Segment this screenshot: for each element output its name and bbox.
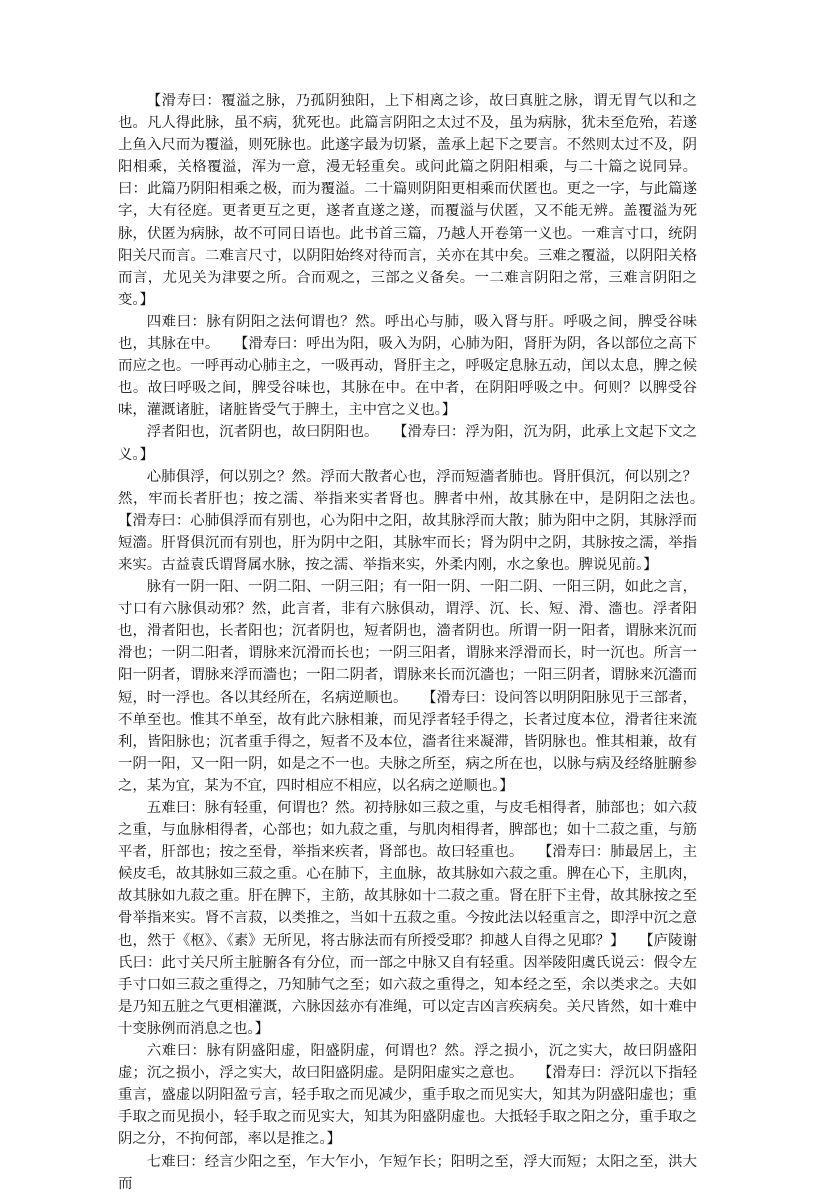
paragraph-nan-6: 六难曰：脉有阴盛阳虚，阳盛阴虚，何谓也？然。浮之损小，沉之实大，故曰阴盛阳虚；沉之损小，浮之实大，故曰阳盛阴虚。是阴阳虚实之意也。 【滑寿曰：浮沉以下指轻重言，盛虚以阴阳盈亏言，轻手取之而见减少，重手取之而见实大，知其为阴盛阳虚也；重手取之而见损小，轻手取之而见实大，知其为阳盛阴虚也。大抵轻手取之阳之分，重手取之阴之分，不拘何部，率以是推之。】 <box>118 1043 697 1148</box>
paragraph-fu-chen: 浮者阳也，沉者阴也，故曰阴阳也。 【滑寿曰：浮为阳，沉为阴，此承上文起下文之义。】 <box>118 424 697 463</box>
paragraph-nan-4: 四难曰：脉有阴阳之法何谓也？然。呼出心与肺，吸入肾与肝。呼吸之间，脾受谷味也，其脉在中。 【滑寿曰：呼出为阳，吸入为阴，心肺为阳，肾肝为阴，各以部位之高下而应之也。一呼再动心肺主之，一吸再动，肾肝主之，呼吸定息脉五动，闰以太息，脾之候也。故曰呼吸之间，脾受谷味也，其脉在中。在中者，在阴阳呼吸之中。何则？以脾受谷味，灌溉诸脏，诸脏皆受气于脾土，主中宫之义也。】 <box>118 313 697 419</box>
paragraph-yin-yang-six-pulses: 脉有一阴一阳、一阴二阳、一阴三阳；有一阳一阴、一阳二阴、一阳三阴，如此之言，寸口有六脉俱动邪？然，此言者，非有六脉俱动，谓浮、沉、长、短、滑、濇也。浮者阳也，滑者阳也，长者阳也；沉者阴也，短者阴也，濇者阴也。所谓一阴一阳者，谓脉来沉而滑也；一阴二阳者，谓脉来沉滑而长也；一阴三阳者，谓脉来浮滑而长，时一沉也。所言一阳一阴者，谓脉来浮而濇也；一阳二阴者，谓脉来长而沉濇也；一阳三阴者，谓脉来沉濇而短，时一浮也。各以其经所在，名病逆顺也。 【滑寿曰：设问答以明阴阳脉见于三部者，不单至也。惟其不单至，故有此六脉相兼，而见浮者轻手得之，长者过度本位，滑者往来流利，皆阳脉也；沉者重手得之，短者不及本位，濇者往来凝滞，皆阴脉也。惟其相兼，故有一阴一阳，又一阳一阴，如是之不一也。夫脉之所至，病之所在也，以脉与病及经络脏腑参之，某为宜，某为不宜，四时相应不相应，以名病之逆顺也。】 <box>118 579 697 794</box>
paragraph-xin-fei-ju-fu: 心肺俱浮，何以别之？然。浮而大散者心也，浮而短濇者肺也。肾肝俱沉，何以别之？然，牢而长者肝也；按之濡、举指来实者肾也。脾者中州，故其脉在中，是阴阳之法也。 【滑寿曰：心肺俱浮而有别也，心为阳中之阳，故其脉浮而大散；肺为阳中之阴，其脉浮而短濇。肝肾俱沉而有别也，肝为阴中之阳，其脉牢而长；肾为阴中之阴，其脉按之濡，举指来实。古益袁氏谓肾属水脉，按之濡、举指来实，外柔内刚，水之象也。脾说见前。】 <box>118 468 726 573</box>
paragraph-nan-7: 七难曰：经言少阳之至，乍大乍小，乍短乍长；阳明之至，浮大而短；太阳之至，洪大而 <box>118 1153 697 1192</box>
paragraph-fuyi-commentary: 【滑寿曰：覆溢之脉，乃孤阴独阳，上下相离之诊，故曰真脏之脉，谓无胃气以和之也。凡人得此脉，虽不病，犹死也。此篇言阴阳之太过不及，虽为病脉，犹未至危殆，若遂上鱼入尺而为覆溢，则死脉也。此遂字最为切紧，盖承上起下之要言。不然则太过不及，阴阳相乘，关格覆溢，浑为一意，漫无轻重矣。或问此篇之阴阳相乘，与二十篇之说同异。曰：此篇乃阴阳相乘之极，而为覆溢。二十篇则阴阳更相乘而伏匿也。更之一字，与此篇遂字，大有径庭。更者更互之更，遂者直遂之遂，而覆溢与伏匿，又不能无辨。盖覆溢为死脉，伏匿为病脉，故不可同日语也。此书首三篇，乃越人开卷第一义也。一难言寸口，统阴阳关尺而言。二难言尺寸，以阴阳始终对待而言，关亦在其中矣。三难之覆溢，以阴阳关格而言，尤见关为津要之所。合而观之，三部之义备矣。一二难言阴阳之常，三难言阴阳之变。】 <box>118 93 697 308</box>
paragraph-nan-5: 五难曰：脉有轻重，何谓也？然。初持脉如三菽之重，与皮毛相得者，肺部也；如六菽之重，与血脉相得者，心部也；如九菽之重，与肌肉相得者，脾部也；如十二菽之重，与筋平者，肝部也；按之至骨，举指来疾者，肾部也。故曰轻重也。 【滑寿曰：肺最居上，主候皮毛，故其脉如三菽之重。心在肺下，主血脉，故其脉如六菽之重。脾在心下，主肌肉，故其脉如九菽之重。肝在脾下，主筋，故其脉如十二菽之重。肾在肝下主骨，故其脉按之至骨举指来实。肾不言菽，以类推之，当如十五菽之重。今按此法以轻重言之，即浮中沉之意也，然于《枢》、《素》无所见，将古脉法而有所授受耶？抑越人自得之见耶？】 【庐陵谢氏曰：此寸关尺所主脏腑各有分位，而一部之中脉又自有轻重。因举陵阳虞氏说云：假令左手寸口如三菽之重得之，乃知肺气之至；如六菽之重得之，知本经之至，余以类求之。夫如是乃知五脏之气更相灌溉，六脉因兹亦有准绳，可以定吉凶言疾病矣。关尺皆然，如十难中十变脉例而消息之也。】 <box>118 800 697 1037</box>
